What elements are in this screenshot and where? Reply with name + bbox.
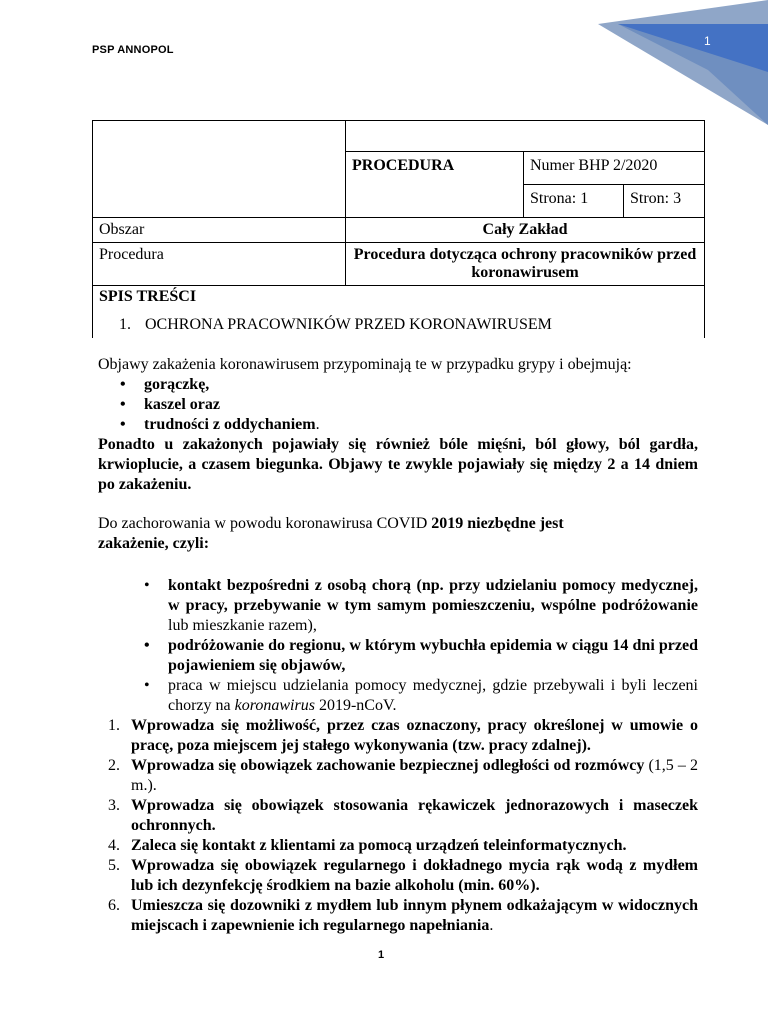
procedure-value: Procedura dotycząca ochrony pracowników przed koronawirusem bbox=[346, 243, 705, 286]
list-item: 6. Umieszcza się dozowniki z mydłem lub innym płynem odkażającym w widocznych miejscach i zapewnienie ich regularnego napełniania. bbox=[108, 897, 698, 934]
footer-page-number: 1 bbox=[378, 949, 385, 961]
list-item: 3. Wprowadza się obowiązek stosowania rękawiczek jednorazowych i maseczek ochronnych. bbox=[108, 797, 698, 834]
list-item: • podróżowanie do regionu, w którym wybuchła epidemia w ciągu 14 dni przed pojawieniem się objawów, bbox=[98, 636, 698, 676]
measures-list bbox=[98, 716, 698, 936]
list-item: • gorączkę, bbox=[98, 375, 698, 395]
list-item: 2. Wprowadza się obowiązek zachowanie bezpiecznej odległości od rozmówcy (1,5 – 2 m.). bbox=[108, 757, 698, 794]
table-of-contents bbox=[93, 286, 705, 339]
intro-paragraph: Objawy zakażenia koronawirusem przypominają te w przypadku grypy i obejmują: bbox=[98, 356, 632, 373]
list-item: • praca w miejscu udzielania pomocy medycznej, gdzie przebywali i byli leczeni chorzy na koronawirus 2019-nCoV. bbox=[98, 676, 698, 716]
procedure-label: Procedura bbox=[93, 243, 346, 286]
area-value: Cały Zakład bbox=[346, 218, 705, 243]
blank-cell bbox=[346, 121, 705, 152]
list-item: 5. Wprowadza się obowiązek regularnego i dokładnego mycia rąk wodą z mydłem lub ich dezynfekcję środkiem na bazie alkoholu (min. 60%). bbox=[108, 857, 698, 894]
page-total: Stron: 3 bbox=[624, 185, 705, 218]
procedure-title: PROCEDURA bbox=[346, 152, 524, 218]
corner-decoration bbox=[588, 0, 768, 125]
area-label: Obszar bbox=[93, 218, 346, 243]
logo-cell bbox=[93, 121, 346, 218]
document-body bbox=[98, 355, 698, 936]
procedure-number: Numer BHP 2/2020 bbox=[524, 152, 705, 185]
list-item: • trudności z oddychaniem. bbox=[98, 415, 698, 435]
procedure-header-table bbox=[92, 120, 705, 338]
header-page-number: 1 bbox=[704, 34, 711, 48]
organization-name: PSP ANNOPOL bbox=[92, 44, 174, 56]
infection-paragraph: Do zachorowania w powodu koronawirusa COVID 2019 niezbędne jest zakażenie, czyli: bbox=[98, 515, 564, 552]
list-item: 1. Wprowadza się możliwość, przez czas oznaczony, pracy określonej w umowie o pracę, poza miejscem jej stałego wykonywania (tzw. pracy zdalnej). bbox=[108, 717, 698, 754]
symptoms-list bbox=[98, 375, 698, 435]
infection-conditions-list bbox=[98, 576, 698, 716]
list-item: • kontakt bezpośredni z osobą chorą (np. przy udzielaniu pomocy medycznej, w pracy, przebywanie w tym samym pomieszczeniu, wspólne podróżowanie lub mieszkanie razem), bbox=[98, 576, 698, 636]
symptoms-paragraph: Ponadto u zakażonych pojawiały się również bóle mięśni, ból głowy, ból gardła, krwioplucie, a czasem biegunka. Objawy te zwykle pojawiały się między 2 a 14 dniem po zakażeniu. bbox=[98, 436, 698, 493]
list-item: 4. Zaleca się kontakt z klientami za pomocą urządzeń teleinformatycznych. bbox=[108, 837, 627, 854]
toc-title: SPIS TREŚCI bbox=[99, 288, 197, 305]
toc-item: 1. OCHRONA PRACOWNIKÓW PRZED KORONAWIRUSEM bbox=[119, 316, 552, 333]
page-current: Strona: 1 bbox=[524, 185, 624, 218]
list-item: • kaszel oraz bbox=[98, 395, 698, 415]
